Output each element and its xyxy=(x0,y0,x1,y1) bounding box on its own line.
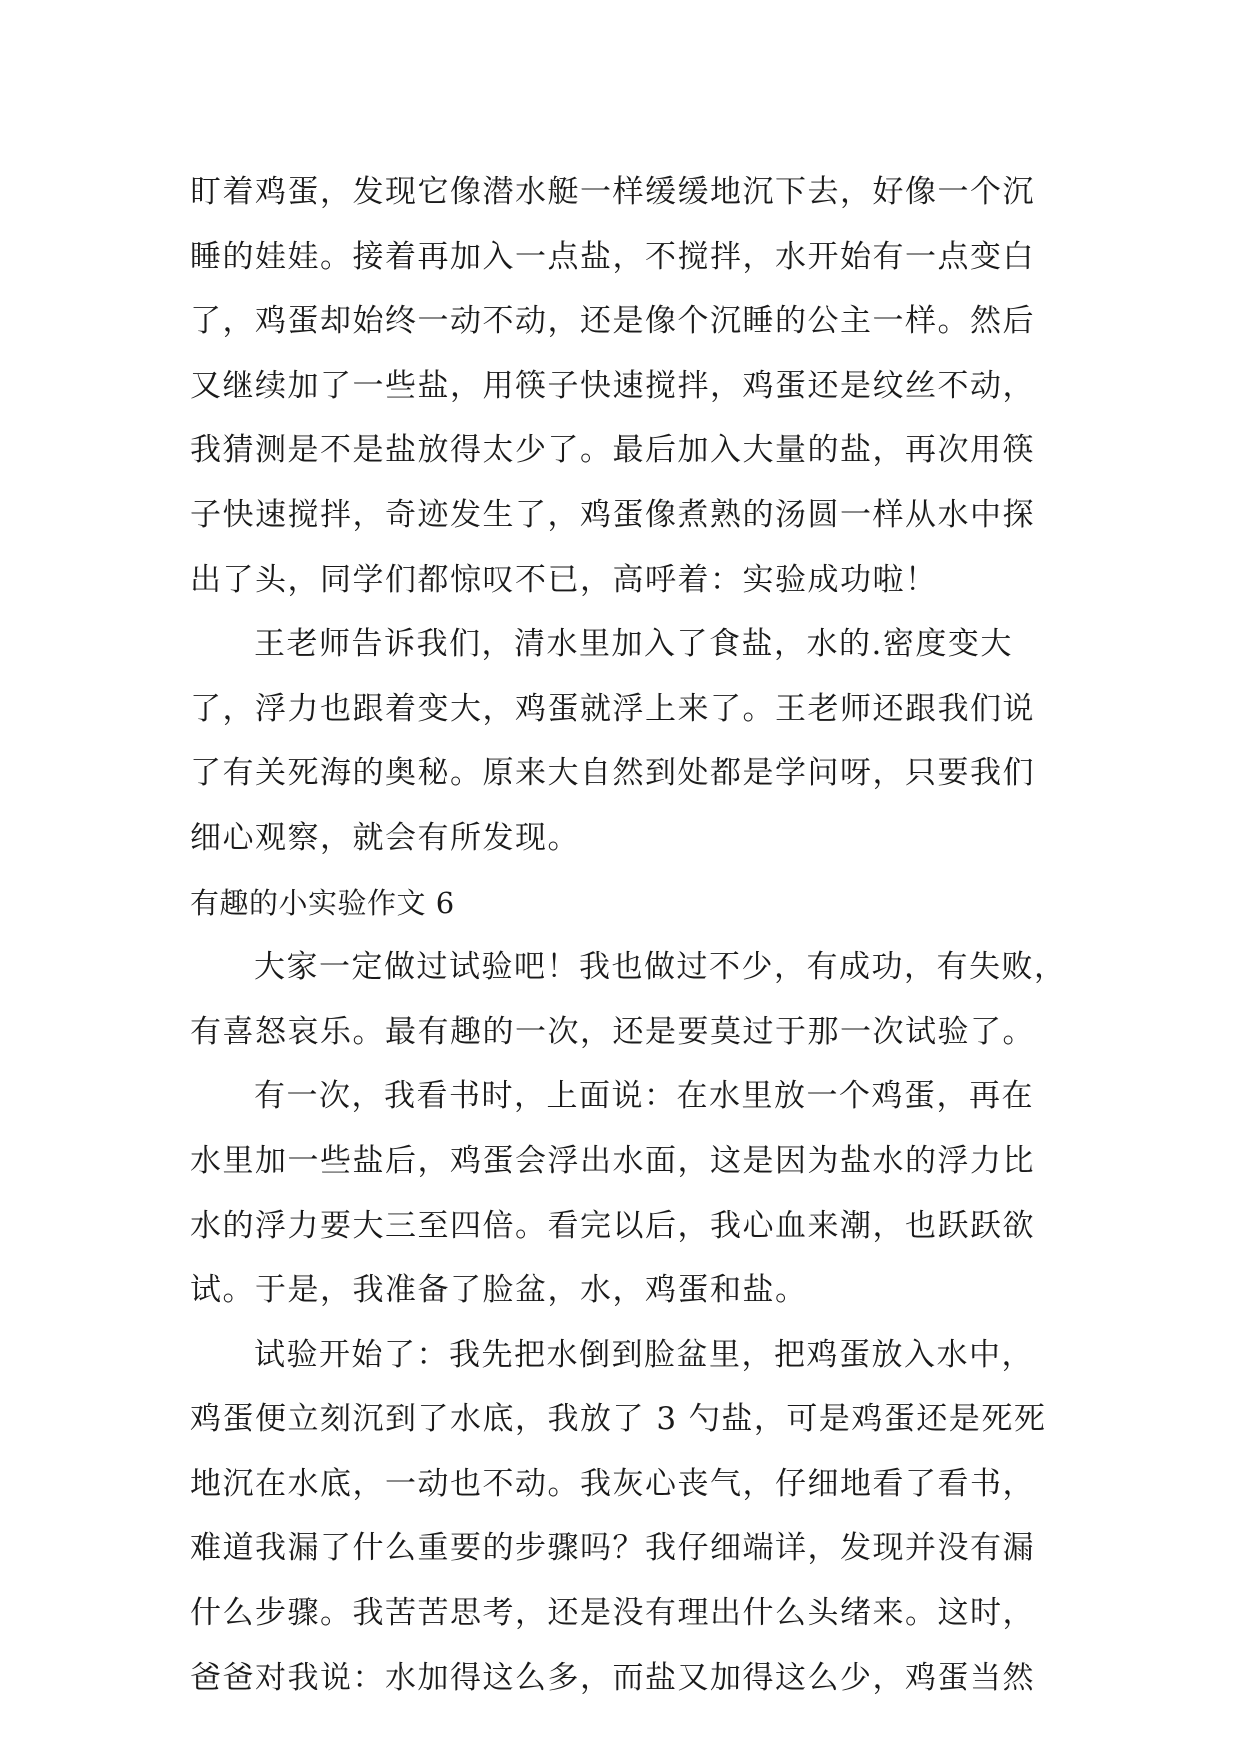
text-line: 水里加一些盐后，鸡蛋会浮出水面，这是因为盐水的浮力比 xyxy=(190,1142,1035,1179)
text-line: 水的浮力要大三至四倍。看完以后，我心血来潮，也跃跃欲 xyxy=(190,1207,1035,1244)
paragraph-start-line: 大家一定做过试验吧！我也做过不少，有成功，有失败， xyxy=(254,949,1067,986)
text-line: 地沉在水底，一动也不动。我灰心丧气，仔细地看了看书， xyxy=(190,1465,1035,1502)
paragraph-start-line: 有一次，我看书时，上面说：在水里放一个鸡蛋，再在 xyxy=(254,1078,1034,1115)
text-line: 我猜测是不是盐放得太少了。最后加入大量的盐，再次用筷 xyxy=(190,432,1035,469)
text-line: 了，鸡蛋却始终一动不动，还是像个沉睡的公主一样。然后 xyxy=(190,303,1035,340)
text-line: 子快速搅拌，奇迹发生了，鸡蛋像煮熟的汤圆一样从水中探 xyxy=(190,496,1035,533)
text-line: 试。于是，我准备了脸盆，水，鸡蛋和盐。 xyxy=(190,1272,808,1309)
text-line: 了，浮力也跟着变大，鸡蛋就浮上来了。王老师还跟我们说 xyxy=(190,690,1035,727)
text-line: 睡的娃娃。接着再加入一点盐，不搅拌，水开始有一点变白 xyxy=(190,238,1035,275)
text-line: 鸡蛋便立刻沉到了水底，我放了 3 勺盐，可是鸡蛋还是死死 xyxy=(190,1401,1047,1438)
text-line: 出了头，同学们都惊叹不已，高呼着：实验成功啦！ xyxy=(190,561,938,598)
essay-body xyxy=(190,160,1067,1710)
text-line: 又继续加了一些盐，用筷子快速搅拌，鸡蛋还是纹丝不动， xyxy=(190,367,1035,404)
text-line: 有喜怒哀乐。最有趣的一次，还是要莫过于那一次试验了。 xyxy=(190,1013,1035,1050)
text-line: 难道我漏了什么重要的步骤吗？我仔细端详，发现并没有漏 xyxy=(190,1530,1035,1567)
text-line: 盯着鸡蛋，发现它像潜水艇一样缓缓地沉下去，好像一个沉 xyxy=(190,174,1035,210)
paragraph-start-line: 试验开始了：我先把水倒到脸盆里，把鸡蛋放入水中， xyxy=(254,1336,1034,1373)
text-line: 什么步骤。我苦苦思考，还是没有理出什么头绪来。这时， xyxy=(190,1595,1035,1632)
text-line: 细心观察，就会有所发现。 xyxy=(190,819,580,856)
text-line: 了有关死海的奥秘。原来大自然到处都是学问呀，只要我们 xyxy=(190,755,1035,792)
paragraph-start-line: 王老师告诉我们，清水里加入了食盐，水的.密度变大 xyxy=(254,626,1013,663)
section-heading: 有趣的小实验作文 6 xyxy=(190,885,455,920)
text-line: 爸爸对我说：水加得这么多，而盐又加得这么少，鸡蛋当然 xyxy=(190,1659,1035,1696)
